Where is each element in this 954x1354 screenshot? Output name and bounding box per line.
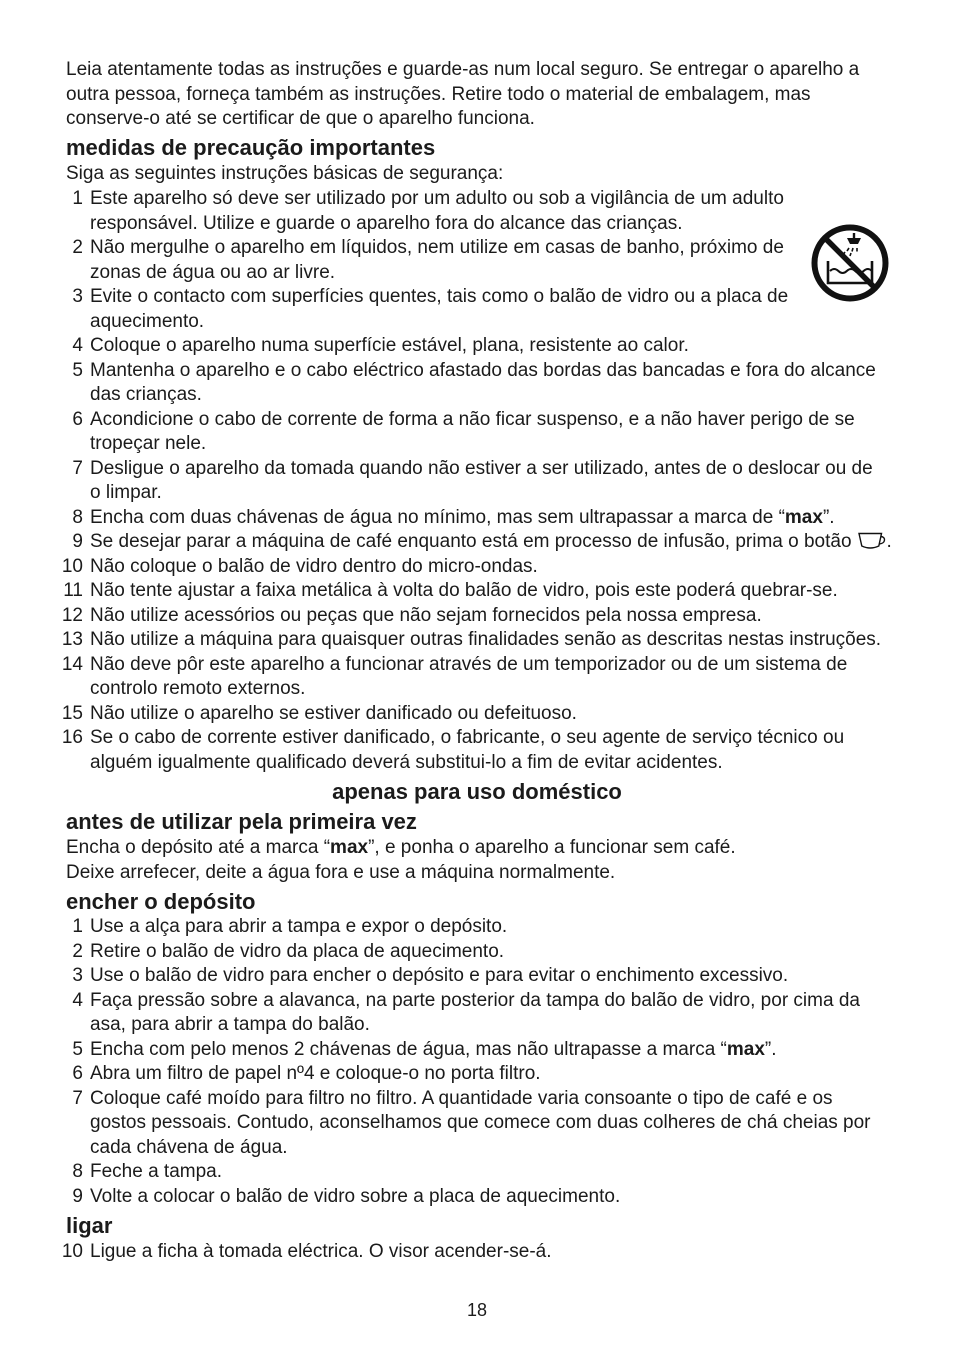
- item-number: 8: [72, 1161, 83, 1182]
- item-text: Não utilize o aparelho se estiver danificado ou defeituoso.: [90, 702, 577, 724]
- item-text: zonas de água ou ao ar livre.: [90, 261, 336, 283]
- item-text: Não utilize a máquina para quaisquer outras finalidades senão as descritas nestas instruções.: [90, 629, 882, 650]
- item-text: Feche a tampa.: [90, 1161, 223, 1182]
- item-number: 2: [72, 237, 83, 258]
- cup-icon: [857, 531, 887, 551]
- list-item: [0, 555, 954, 580]
- item-text: Faça pressão sobre a alavanca, na parte posterior da tampa do balão de vidro, por cima da: [90, 989, 860, 1011]
- item-text-part: ”.: [764, 1038, 777, 1060]
- item-number: 3: [72, 965, 83, 986]
- item-number: 9: [72, 531, 83, 552]
- list-item: [0, 915, 954, 940]
- intro-paragraph: [66, 58, 859, 132]
- item-number: 8: [72, 506, 83, 528]
- list-item: [0, 457, 954, 506]
- list-item: [0, 989, 954, 1038]
- item-number: 12: [61, 604, 83, 626]
- section-heading-fill-tank: encher o depósito: [66, 889, 256, 914]
- item-text: Volte a colocar o balão de vidro sobre a placa de aquecimento.: [90, 1185, 621, 1207]
- item-text: Mantenha o aparelho e o cabo eléctrico afastado das bordas das bancadas e fora do alcance: [90, 359, 876, 381]
- item-number: 11: [63, 580, 83, 601]
- item-text: Abra um filtro de papel nº4 e coloque-o no porta filtro.: [90, 1063, 541, 1084]
- item-text: Não mergulhe o aparelho em líquidos, nem utilize em casas de banho, próximo de: [90, 237, 784, 258]
- item-text: tropeçar nele.: [90, 433, 207, 454]
- list-item: [0, 408, 954, 457]
- item-text: Use o balão de vidro para encher o depósito e para evitar o enchimento excessivo.: [90, 965, 789, 986]
- item-text: alguém igualmente qualificado deverá substitui-lo a fim de evitar acidentes.: [90, 751, 723, 773]
- fill-tank-list: [0, 915, 954, 1209]
- max-mark-label: max: [784, 506, 823, 528]
- item-text-part: ”.: [822, 506, 835, 528]
- max-mark-label: max: [726, 1038, 765, 1060]
- list-item: [0, 506, 954, 531]
- item-number: 6: [72, 1063, 83, 1084]
- item-number: 4: [72, 989, 83, 1011]
- intro-line: conserve-o até se certificar de que o aparelho funciona.: [66, 108, 535, 129]
- list-item: [0, 359, 954, 408]
- precautions-list: [0, 187, 954, 775]
- item-number: 1: [72, 188, 83, 209]
- list-item: [0, 726, 954, 775]
- list-item: [0, 1160, 954, 1185]
- item-number: 9: [72, 1185, 83, 1207]
- item-number: 3: [72, 286, 83, 307]
- item-number: 4: [72, 335, 83, 356]
- item-text: [90, 1038, 954, 1063]
- list-item: [0, 702, 954, 727]
- list-item: [0, 236, 954, 285]
- switch-on-list: [0, 1240, 954, 1265]
- item-number: 10: [61, 1241, 83, 1262]
- item-text: Retire o balão de vidro da placa de aquecimento.: [90, 940, 505, 962]
- item-text: Ligue a ficha à tomada eléctrica. O visor acender-se-á.: [90, 1241, 552, 1262]
- list-item: [0, 530, 954, 555]
- item-text: Não coloque o balão de vidro dentro do micro-ondas.: [90, 555, 538, 577]
- item-number: 16: [61, 727, 83, 748]
- list-item: [0, 1087, 954, 1161]
- list-item: [0, 964, 954, 989]
- max-mark-label: max: [330, 837, 369, 858]
- item-number: 5: [72, 1038, 83, 1060]
- item-number: 6: [72, 408, 83, 430]
- item-text: asa, para abrir a tampa do balão.: [90, 1014, 370, 1035]
- section-heading-switch-on: ligar: [66, 1213, 113, 1238]
- section-heading-precautions: medidas de precaução importantes: [66, 135, 436, 160]
- list-item: [0, 604, 954, 629]
- first-use-paragraph: [66, 836, 736, 885]
- list-item: [0, 1062, 954, 1087]
- item-text: Não deve pôr este aparelho a funcionar através de um temporizador ou de um sistema de: [90, 653, 848, 675]
- item-text: gostos pessoais. Contudo, aconselhamos que comece com duas colheres de chá cheias por: [90, 1112, 871, 1133]
- list-item: [0, 579, 954, 604]
- list-item: [0, 1185, 954, 1210]
- item-number: 1: [72, 916, 83, 937]
- item-text: controlo remoto externos.: [90, 678, 306, 699]
- intro-line: outra pessoa, forneça também as instruções. Retire todo o material de embalagem, mas: [66, 83, 811, 105]
- item-text: [90, 506, 954, 531]
- item-number: 7: [72, 457, 83, 479]
- item-number: 2: [72, 940, 83, 962]
- item-number: 10: [61, 555, 83, 577]
- item-text: Evite o contacto com superfícies quentes, tais como o balão de vidro ou a placa de: [90, 286, 789, 307]
- list-item: [0, 628, 954, 653]
- first-use-line: [66, 836, 736, 861]
- item-number: 5: [72, 359, 83, 381]
- item-number: 14: [61, 653, 83, 675]
- item-text: Coloque o aparelho numa superfície estável, plana, resistente ao calor.: [90, 335, 689, 356]
- list-item: [0, 653, 954, 702]
- item-text: Acondicione o cabo de corrente de forma a não ficar suspenso, e a não haver perigo de se: [90, 408, 855, 430]
- item-text: Não tente ajustar a faixa metálica à volta do balão de vidro, pois este poderá quebrar-se.: [90, 580, 838, 601]
- item-text-part: Se desejar parar a máquina de café enquanto está em processo de infusão, prima o botão: [90, 531, 852, 552]
- item-text: aquecimento.: [90, 310, 205, 332]
- list-item: [0, 1240, 954, 1265]
- text-part: Encha o depósito até a marca “: [66, 837, 331, 858]
- item-number: 13: [61, 629, 83, 650]
- item-text: Coloque café moído para filtro no filtro. A quantidade varia consoante o tipo de café e os: [90, 1087, 833, 1109]
- item-text: Use a alça para abrir a tampa e expor o depósito.: [90, 916, 508, 937]
- domestic-use-note: apenas para uso doméstico: [332, 779, 622, 804]
- section-heading-first-use: antes de utilizar pela primeira vez: [66, 809, 417, 834]
- list-item: [0, 285, 954, 334]
- list-item: [0, 334, 954, 359]
- item-text: Não utilize acessórios ou peças que não sejam fornecidos pela nossa empresa.: [90, 604, 762, 626]
- item-text: das crianças.: [90, 384, 202, 405]
- page-number: 18: [466, 1300, 488, 1320]
- item-text-part: Encha com pelo menos 2 chávenas de água, mas não ultrapasse a marca “: [90, 1038, 727, 1060]
- item-text: cada chávena de água.: [90, 1136, 288, 1158]
- item-text: o limpar.: [90, 482, 162, 503]
- item-text: responsável. Utilize e guarde o aparelho fora do alcance das crianças.: [90, 212, 683, 234]
- item-text-part: Encha com duas chávenas de água no mínimo, mas sem ultrapassar a marca de “: [90, 506, 785, 528]
- item-text: Desligue o aparelho da tomada quando não estiver a ser utilizado, antes de o deslocar ou de: [90, 457, 873, 479]
- item-number: 7: [72, 1087, 83, 1109]
- item-number: 15: [61, 702, 83, 724]
- item-text-part: .: [886, 531, 892, 552]
- text-part: ”, e ponha o aparelho a funcionar sem café.: [368, 837, 736, 858]
- list-item: [0, 187, 954, 236]
- list-item: [0, 940, 954, 965]
- precautions-lead: Siga as seguintes instruções básicas de segurança:: [66, 163, 504, 184]
- list-item: [0, 1038, 954, 1063]
- item-text: Se o cabo de corrente estiver danificado, o fabricante, o seu agente de serviço técnico ou: [90, 727, 845, 748]
- first-use-line: Deixe arrefecer, deite a água fora e use a máquina normalmente.: [66, 861, 616, 883]
- intro-line: Leia atentamente todas as instruções e guarde-as num local seguro. Se entregar o aparelho a: [66, 59, 860, 80]
- item-text: [90, 530, 954, 555]
- item-text: Este aparelho só deve ser utilizado por um adulto ou sob a vigilância de um adulto: [90, 188, 784, 209]
